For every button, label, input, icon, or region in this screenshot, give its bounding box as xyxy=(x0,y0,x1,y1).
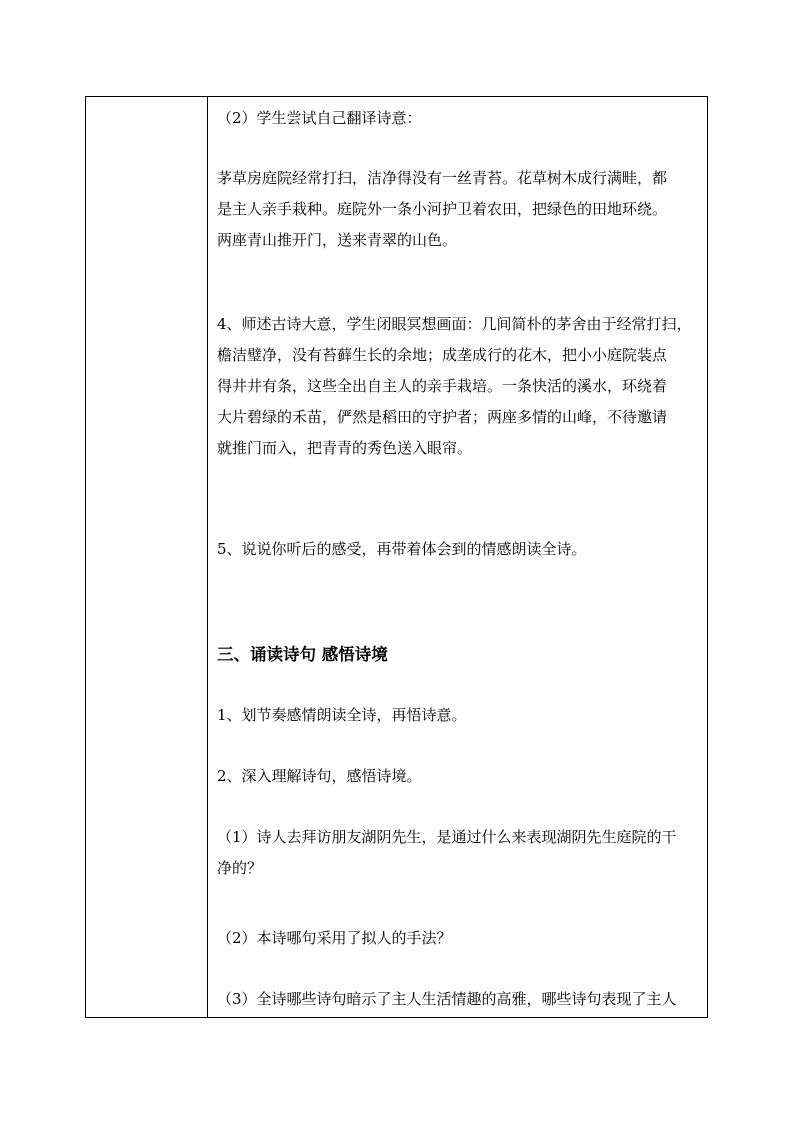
step-deep-understanding xyxy=(217,761,701,792)
step-translate-self xyxy=(217,103,701,134)
question-2 xyxy=(217,923,701,954)
section-heading xyxy=(217,639,701,670)
translation-paragraph xyxy=(217,163,701,256)
text-line: 檐洁璧净，没有苔藓生长的余地；成垄成行的花木，把小小庭院装点 xyxy=(217,346,668,364)
text-line: （2）本诗哪句采用了拟人的手法？ xyxy=(217,929,452,947)
text-line: （2）学生尝试自己翻译诗意： xyxy=(217,109,422,127)
text-line: 2、深入理解诗句，感悟诗境。 xyxy=(217,767,422,785)
question-3 xyxy=(217,984,701,1015)
text-line: 净的？ xyxy=(217,859,263,877)
text-line: （1）诗人去拜访朋友湖阴先生，是通过什么来表现湖阴先生庭院的干 xyxy=(217,828,677,846)
text-line: 是主人亲手栽种。庭院外一条小河护卫着农田，把绿色的田地环绕。 xyxy=(217,200,668,218)
text-line: 茅草房庭院经常打扫，洁净得没有一丝青苔。花草树木成行满畦，都 xyxy=(217,169,668,187)
text-line: 大片碧绿的禾苗，俨然是稻田的守护者；两座多情的山峰，不待邀请 xyxy=(217,408,668,426)
text-line: 得井井有条，这些全出自主人的亲手栽培。一条快活的溪水，环绕着 xyxy=(217,377,668,395)
text-line: （3）全诗哪些诗句暗示了主人生活情趣的高雅，哪些诗句表现了主人 xyxy=(217,990,677,1008)
text-line: 5、说说你听后的感受，再带着体会到的情感朗读全诗。 xyxy=(217,540,587,558)
lesson-table xyxy=(85,96,708,1018)
section-heading-text: 三、诵读诗句 感悟诗境 xyxy=(217,645,388,664)
question-1 xyxy=(217,822,701,884)
table-right-cell xyxy=(208,97,707,1017)
text-line: 1、划节奏感情朗读全诗，再悟诗意。 xyxy=(217,706,467,724)
teacher-narration-paragraph xyxy=(217,309,701,464)
step-share-feelings xyxy=(217,534,701,565)
text-line: 就推门而入，把青青的秀色送入眼帘。 xyxy=(217,439,473,457)
table-left-cell xyxy=(86,97,208,1017)
step-rhythm-reading xyxy=(217,700,701,731)
text-line: 4、师述古诗大意，学生闭眼冥想画面：几间简朴的茅舍由于经常打扫， xyxy=(217,315,692,333)
text-line: 两座青山推开门，送来青翠的山色。 xyxy=(217,231,458,249)
